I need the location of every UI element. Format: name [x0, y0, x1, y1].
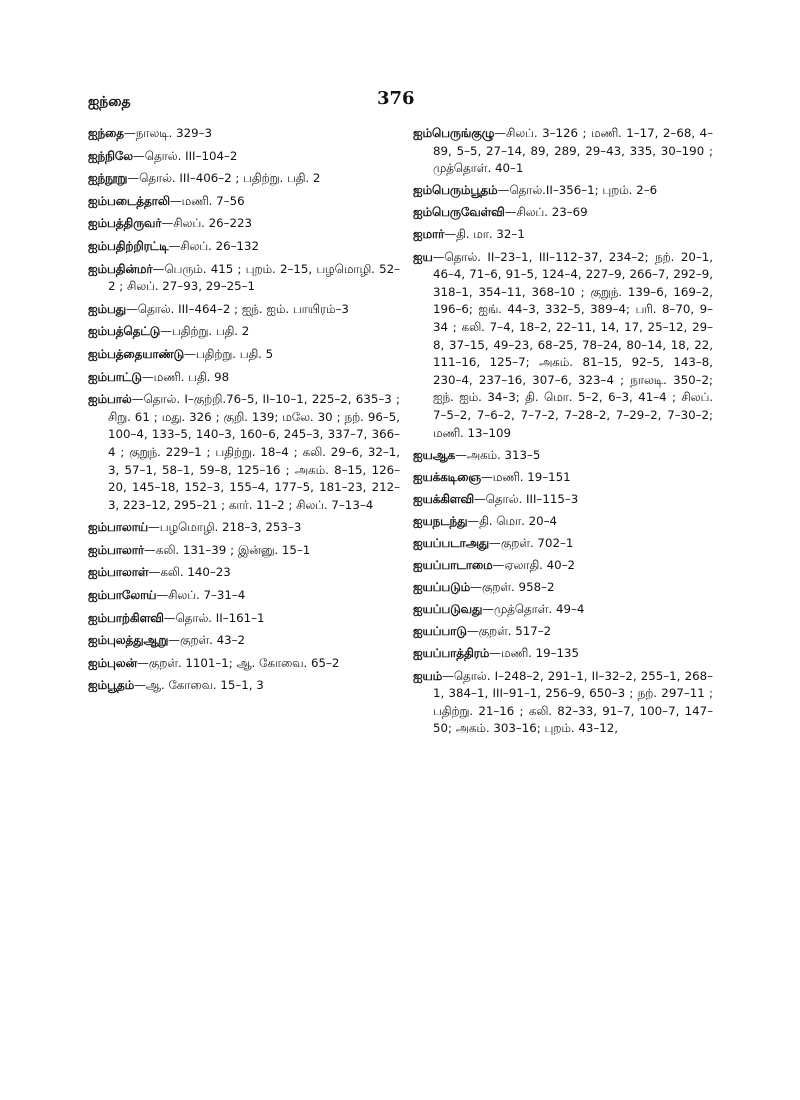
- entry-headword: ஐந்தை: [88, 126, 124, 140]
- index-entry: [413, 469, 713, 487]
- entry-headword: ஐய: [413, 249, 433, 264]
- index-entry: [413, 557, 713, 575]
- entry-references: —நாலடி. 329–3: [123, 126, 213, 140]
- entry-references: —மணி. 7–56: [169, 193, 245, 208]
- entry-references: —ஆ. கோவை. 15–1, 3: [134, 678, 264, 693]
- index-entry: [413, 623, 713, 641]
- entry-headword: ஐம்பாலார்: [88, 542, 145, 557]
- entry-references: —சிலப். 3–126 ; மணி. 1–17, 2–68, 4–89, 5–5, 27–14, 89, 289, 29–43, 335, 30–190 ; முத்தொள். 40–1: [433, 126, 713, 176]
- entry-headword: ஐயநடந்து: [413, 513, 468, 528]
- entry-headword: ஐம்பெருவேள்வி: [413, 205, 505, 220]
- index-entry: [413, 447, 713, 465]
- index-entry: [88, 677, 400, 695]
- entry-references: —மணி. 19–151: [480, 469, 571, 484]
- entry-references: —தி. மா. 32–1: [444, 227, 525, 242]
- entry-headword: ஐயப்பாடாமை: [413, 558, 493, 573]
- right-column: [413, 125, 713, 742]
- index-entry: [88, 587, 400, 605]
- entry-references: —மணி. பதி. 98: [141, 369, 230, 384]
- entry-references: —தொல். III–464–2 ; ஐந். ஐம். பாயிரம்–3: [125, 301, 349, 316]
- index-entry: [413, 125, 713, 178]
- running-head: ஐந்தை: [88, 94, 131, 110]
- index-entry: [88, 323, 400, 341]
- index-entry: [413, 601, 713, 619]
- entry-references: —தொல். II–23–1, III–112–37, 234–2; நற். 20–1, 46–4, 71–6, 91–5, 124–4, 227–9, 266–7, 292–9, 318–1, 354–11, 368–10 ; குறுந். 139–6, 169–2, 196–6; ஐங். 44–3, 332–5, 389–4; பரி. 8–70, 9–34 ; கலி. 7–4, 18–2, 22–11, 14, 17, 25–12, 29–8, 37–15, 49–23, 68–25, 78–24, 80–14, 18, 22, 111–16, 125–7; அகம். 81–15, 92–5, 143–8, 230–4, 237–16, 307–6, 323–4 ; நாலடி. 350–2; ஐந். ஐம். 34–3; தி. மொ. 5–2, 6–3, 41–4 ; சிலப். 7–5–2, 7–6–2, 7–7–2, 7–28–2, 7–29–2, 7–30–2; மணி. 13–109: [432, 249, 713, 440]
- entry-references: —சிலப். 7–31–4: [156, 588, 246, 603]
- entry-headword: ஐம்படைத்தாலி: [88, 193, 170, 208]
- entry-references: —குறள். 43–2: [168, 633, 246, 648]
- index-entry: [413, 249, 713, 443]
- index-entry: [88, 261, 400, 296]
- entry-references: —குறள். 958–2: [470, 580, 555, 595]
- entry-headword: ஐம்பத்திருவர்: [88, 216, 162, 231]
- entry-references: —தொல். I–குற்றி.76–5, II–10–1, 225–2, 635–3 ; சிறு. 61 ; மது. 326 ; குறி. 139; மலே. 30 ; நற். 96–5, 100–4, 133–5, 140–3, 160–6, 245–3, 337–7, 366–4 ; குறுந். 229–1 ; பதிற்று. 18–4 ; கலி. 29–6, 32–1, 3, 57–1, 58–1, 59–8, 125–16 ; அகம். 8–15, 126–20, 145–18, 152–3, 155–4, 177–5, 181–23, 212–3, 223–12, 295–21 ; கார். 11–2 ; சிலப். 7–13–4: [108, 392, 400, 512]
- entry-headword: ஐயப்படும்: [413, 580, 471, 595]
- entry-references: —தொல். III–406–2 ; பதிற்று. பதி. 2: [127, 171, 321, 186]
- entry-references: —தொல். II–161–1: [163, 610, 265, 625]
- entry-references: —சிலப். 26–132: [168, 238, 260, 253]
- entry-headword: ஐயக்கடிஞை: [413, 469, 481, 484]
- entry-references: —பதிற்று. பதி. 5: [184, 346, 274, 361]
- entry-references: —குறள். 517–2: [466, 624, 552, 639]
- left-column: [88, 125, 400, 700]
- entry-headword: ஐயப்பாடு: [413, 624, 467, 639]
- entry-references: —தொல். I–248–2, 291–1, II–32–2, 255–1, 268–1, 384–1, III–91–1, 256–9, 650–3 ; நற். 297–11 ; பதிற்று. 21–16 ; கலி. 82–33, 91–7, 100–7, 147–50; அகம். 303–16; புறம். 43–12,: [433, 668, 713, 736]
- entry-references: —தொல்.II–356–1; புறம். 2–6: [497, 183, 658, 198]
- entry-references: —கலி. 131–39 ; இன்னு. 15–1: [144, 542, 311, 557]
- entry-headword: ஐம்பாலாள்: [88, 565, 149, 580]
- index-entry: [88, 391, 400, 514]
- index-entry: [88, 238, 400, 256]
- entry-headword: ஐயப்படுவது: [413, 602, 483, 617]
- entry-headword: ஐந்நூறு: [88, 171, 128, 186]
- index-entry: [88, 369, 400, 387]
- entry-headword: ஐம்பாற்கிளவி: [88, 610, 164, 625]
- entry-headword: ஐம்பூதம்: [88, 678, 135, 693]
- entry-headword: ஐந்நிலே: [88, 148, 133, 163]
- page-number: 376: [377, 88, 415, 109]
- entry-references: —பெரும். 415 ; புறம். 2–15, பழமொழி. 52–2 ; சிலப். 27–93, 29–25–1: [108, 261, 400, 294]
- entry-headword: ஐம்பாலோய்: [88, 588, 157, 603]
- entry-headword: ஐம்பெருங்குழு: [413, 126, 495, 140]
- entry-references: —சிலப். 23–69: [504, 205, 588, 220]
- index-entry: [88, 610, 400, 628]
- entry-headword: ஐம்பத்தையாண்டு: [88, 346, 185, 361]
- index-entry: [413, 668, 713, 738]
- entry-headword: ஐம்பதிற்றிரட்டி: [88, 238, 169, 253]
- entry-references: —பதிற்று. பதி. 2: [160, 324, 250, 339]
- index-entry: [413, 513, 713, 531]
- index-entry: [413, 645, 713, 663]
- entry-references: —கலி. 140–23: [148, 565, 231, 580]
- entry-headword: ஐம்பது: [88, 301, 126, 316]
- entry-headword: ஐம்பெரும்பூதம்: [413, 183, 498, 198]
- entry-references: —தி. மொ. 20–4: [467, 513, 558, 528]
- index-entry: [413, 226, 713, 244]
- index-entry: [88, 346, 400, 364]
- index-entry: [88, 301, 400, 319]
- entry-references: —முத்தொள். 49–4: [482, 602, 585, 617]
- entry-headword: ஐம்பாட்டு: [88, 369, 142, 384]
- entry-headword: ஐமார்: [413, 227, 445, 242]
- entry-headword: ஐயப்படாஅது: [413, 535, 490, 550]
- entry-headword: ஐம்பால்: [88, 392, 132, 407]
- index-entry: [413, 579, 713, 597]
- index-entry: [88, 148, 400, 166]
- entry-references: —ஏலாதி. 40–2: [492, 558, 576, 573]
- entry-references: —குறள். 1101–1; ஆ. கோவை. 65–2: [136, 655, 340, 670]
- entry-references: —தொல். III–115–3: [473, 491, 579, 506]
- entry-references: —மணி. 19–135: [489, 646, 580, 661]
- index-entry: [413, 535, 713, 553]
- entry-headword: ஐயக்கிளவி: [413, 491, 474, 506]
- page-header: [0, 88, 800, 118]
- index-entry: [88, 215, 400, 233]
- entry-headword: ஐம்புலத்துஆறு: [88, 633, 169, 648]
- entry-references: —அகம். 313–5: [455, 447, 541, 462]
- entry-references: —தொல். III–104–2: [132, 148, 238, 163]
- entry-headword: ஐம்பத்தெட்டு: [88, 324, 161, 339]
- index-entry: [88, 170, 400, 188]
- index-entry: [88, 632, 400, 650]
- entry-headword: ஐம்பாலாய்: [88, 520, 148, 535]
- entry-headword: ஐயஆக: [413, 447, 456, 462]
- entry-headword: ஐயப்பாத்திரம்: [413, 646, 490, 661]
- index-entry: [413, 491, 713, 509]
- index-entry: [88, 564, 400, 582]
- index-entry: [88, 519, 400, 537]
- entry-headword: ஐயம்: [413, 668, 443, 683]
- entry-references: —பழமொழி. 218–3, 253–3: [147, 520, 302, 535]
- index-entry: [88, 125, 400, 143]
- entry-references: —குறள். 702–1: [489, 535, 574, 550]
- index-entry: [88, 542, 400, 560]
- index-entry: [413, 204, 713, 222]
- index-entry: [88, 193, 400, 211]
- entry-headword: ஐம்புலன்: [88, 655, 137, 670]
- entry-references: —சிலப். 26–223: [161, 216, 253, 231]
- index-entry: [413, 182, 713, 200]
- index-entry: [88, 655, 400, 673]
- entry-headword: ஐம்பதின்மர்: [88, 261, 153, 276]
